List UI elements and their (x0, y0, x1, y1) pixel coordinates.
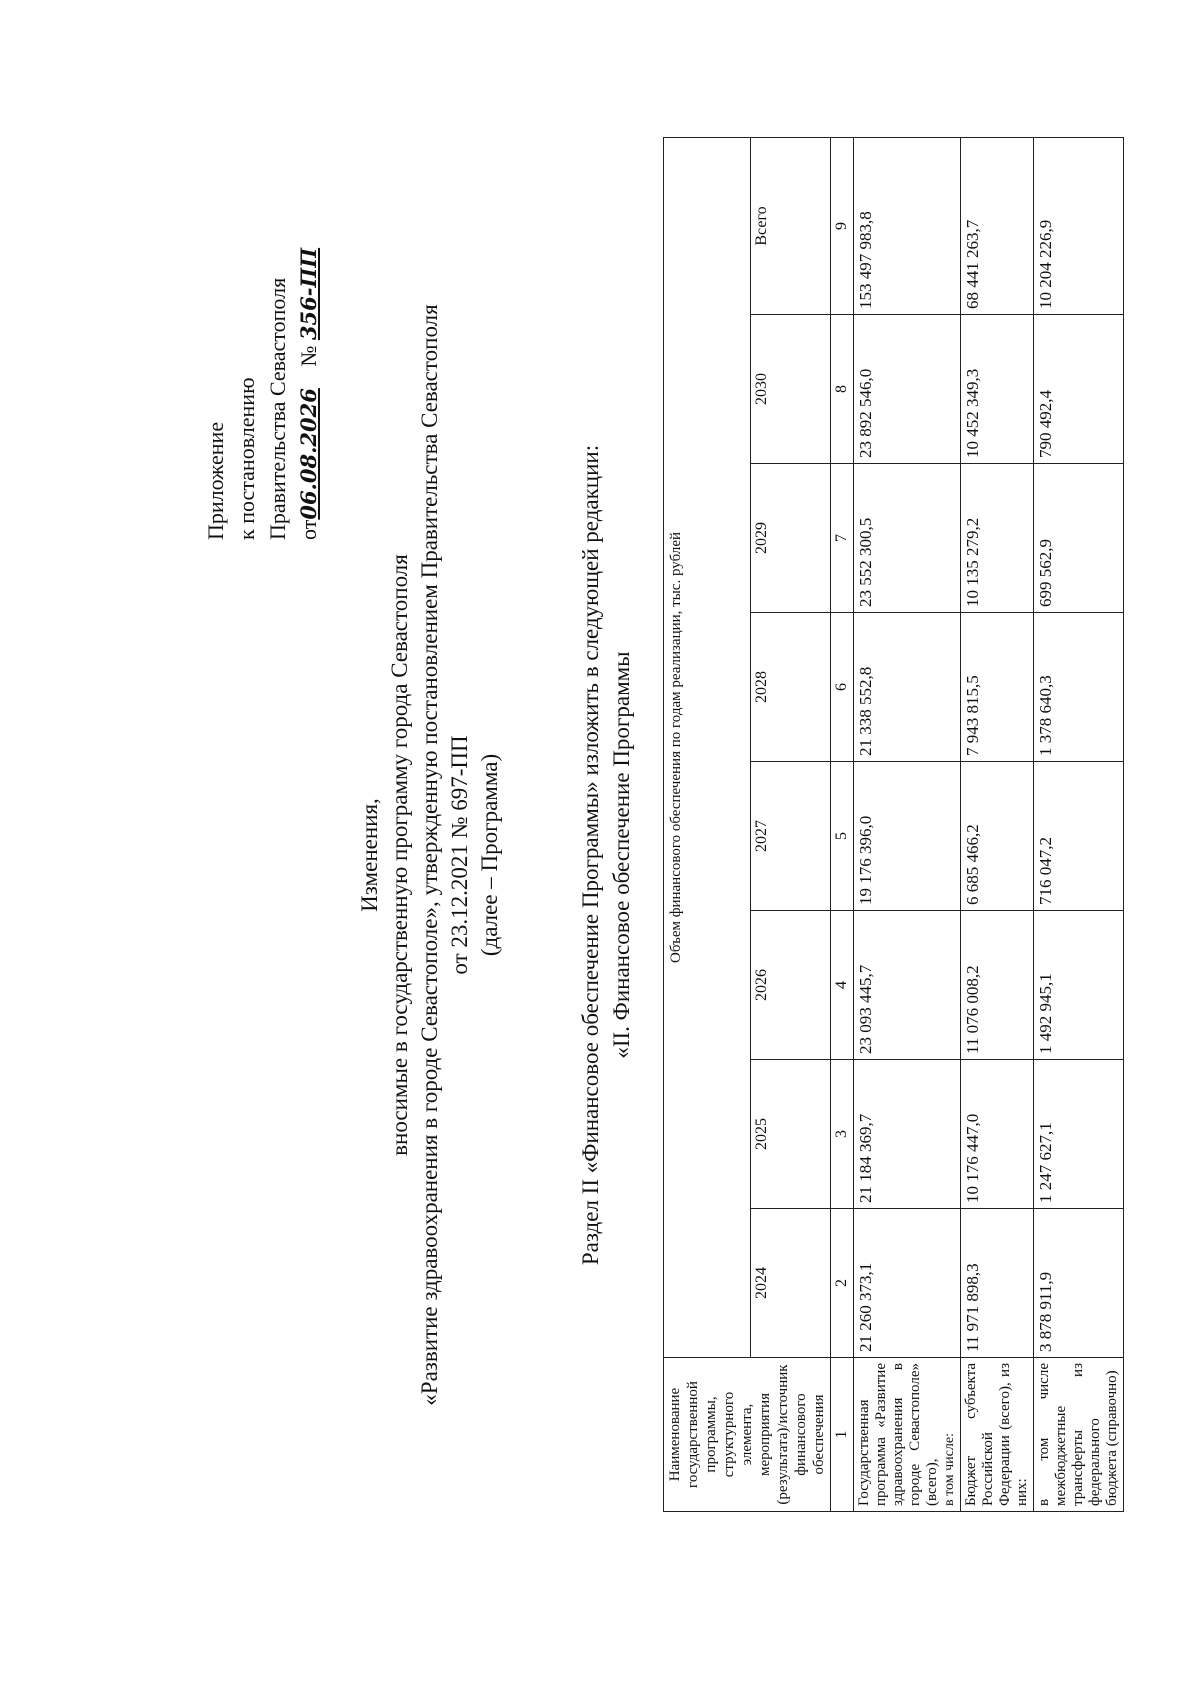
column-number: 6 (831, 613, 854, 762)
years-row (750, 137, 830, 1511)
volume-header: Объем финансового обеспечения по годам реализации, тыс. рублей (664, 137, 751, 1357)
total-value-cell: 68 441 263,7 (961, 137, 1034, 314)
appendix-line-2: к постановлению (234, 377, 259, 540)
column-number: 4 (831, 911, 854, 1060)
heading-line-3: «Развитие здравоохранения в городе Севастополе», утвержденную постановлением Правительства Севастополя (417, 304, 442, 1406)
column-numbers-row (831, 137, 854, 1511)
heading-line-4: от 23.12.2021 № 697-ПП (447, 735, 472, 975)
value-cell: 23 093 445,7 (854, 911, 961, 1060)
document-heading (355, 155, 505, 1555)
column-number: 1 (831, 1358, 854, 1512)
name-column-header: Наименование государственной программы, структурного элемента, мероприятия (результата)/источник финансового обеспечения (664, 1358, 831, 1512)
number-prefix: № (296, 345, 321, 367)
table-row (854, 137, 961, 1511)
value-cell: 19 176 396,0 (854, 762, 961, 911)
from-prefix: от (296, 519, 321, 540)
section-line-2: «II. Финансовое обеспечение Программы (609, 651, 634, 1059)
value-cell: 23 552 300,5 (854, 464, 961, 613)
value-cell: 716 047,2 (1034, 762, 1124, 911)
table-header-row (664, 137, 751, 1511)
total-value-cell: 10 204 226,9 (1034, 137, 1124, 314)
year-cell: 2024 (750, 1209, 830, 1358)
value-cell: 6 685 466,2 (961, 762, 1034, 911)
appendix-line-3: Правительства Севастополя (265, 277, 290, 540)
section-line-1: Раздел II «Финансовое обеспечение Программы» изложить в следующей редакции: (578, 444, 603, 1266)
value-cell: 10 135 279,2 (961, 464, 1034, 613)
handwritten-number: 356-ПП (296, 247, 321, 341)
value-cell: 1 492 945,1 (1034, 911, 1124, 1060)
value-cell: 1 378 640,3 (1034, 613, 1124, 762)
value-cell: 1 247 627,1 (1034, 1060, 1124, 1209)
column-number: 7 (831, 464, 854, 613)
total-value-cell: 153 497 983,8 (854, 137, 961, 314)
column-number: 9 (831, 137, 854, 314)
column-number: 2 (831, 1209, 854, 1358)
value-cell: 21 338 552,8 (854, 613, 961, 762)
appendix-block (200, 248, 324, 540)
heading-title: Изменения, (357, 798, 382, 912)
heading-line-2: вносимые в государственную программу города Севастополя (387, 554, 412, 1156)
value-cell: 790 492,4 (1034, 315, 1124, 464)
row-label-text: Государственная программа «Развитие здравоохранения в городе Севастополе» (всего), (856, 1363, 940, 1506)
column-number: 5 (831, 762, 854, 911)
year-cell: 2025 (750, 1060, 830, 1209)
column-number: 3 (831, 1060, 854, 1209)
year-cell: 2028 (750, 613, 830, 762)
table-row (961, 137, 1034, 1511)
value-cell: 699 562,9 (1034, 464, 1124, 613)
financing-table (663, 137, 1124, 1512)
value-cell: 23 892 546,0 (854, 315, 961, 464)
section-heading (575, 155, 637, 1555)
row-label: в том числе межбюджетные трансферты из федерального бюджета (справочно) (1034, 1358, 1124, 1512)
total-header-cell: Всего (750, 137, 830, 314)
year-cell: 2026 (750, 911, 830, 1060)
table-row (1034, 137, 1124, 1511)
year-cell: 2030 (750, 315, 830, 464)
value-cell: 11 076 008,2 (961, 911, 1034, 1060)
value-cell: 21 184 369,7 (854, 1060, 961, 1209)
row-label: Бюджет субъекта Российской Федерации (всего), из них: (961, 1358, 1034, 1512)
value-cell: 11 971 898,3 (961, 1209, 1034, 1358)
handwritten-date: 06.08.2026 (296, 388, 321, 520)
value-cell: 21 260 373,1 (854, 1209, 961, 1358)
year-cell: 2027 (750, 762, 830, 911)
heading-line-5: (далее – Программа) (477, 753, 502, 957)
column-number: 8 (831, 315, 854, 464)
appendix-date-line (293, 248, 324, 540)
appendix-title: Приложение (203, 421, 228, 540)
value-cell: 3 878 911,9 (1034, 1209, 1124, 1358)
row-sublabel: в том числе: (942, 1433, 957, 1506)
value-cell: 7 943 815,5 (961, 613, 1034, 762)
row-label (854, 1358, 961, 1512)
value-cell: 10 452 349,3 (961, 315, 1034, 464)
value-cell: 10 176 447,0 (961, 1060, 1034, 1209)
year-cell: 2029 (750, 464, 830, 613)
